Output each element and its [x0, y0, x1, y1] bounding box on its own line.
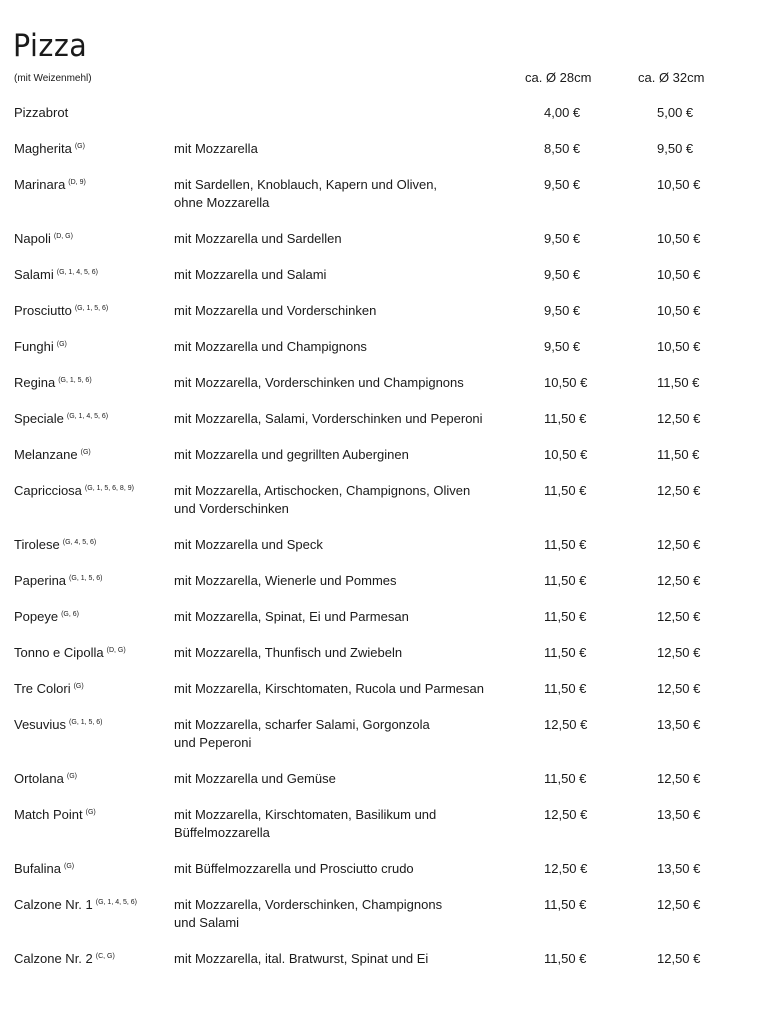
- menu-item-price-32cm: 10,50 €: [657, 177, 701, 192]
- menu-item-allergens: (G, 1, 4, 5, 6): [95, 899, 138, 906]
- menu-item-description: mit Mozzarella, Vorderschinken und Champignons: [174, 375, 464, 390]
- size-header-28cm: ca. Ø 28cm: [525, 70, 592, 85]
- menu-item-name-text: Calzone Nr. 1: [14, 897, 93, 912]
- menu-list: [0, 104, 760, 986]
- menu-item-name: [14, 374, 92, 392]
- menu-item: [0, 860, 760, 878]
- menu-item: [0, 716, 760, 752]
- page-subtitle: (mit Weizenmehl): [14, 73, 92, 84]
- menu-item-name: [14, 896, 137, 914]
- menu-item-price-32cm: 13,50 €: [657, 807, 701, 822]
- menu-item-allergens: (C, G): [95, 953, 115, 960]
- menu-item-description: mit Sardellen, Knoblauch, Kapern und Oliven, ohne Mozzarella: [174, 177, 438, 210]
- menu-item-name: [14, 410, 108, 428]
- menu-item-description: mit Mozzarella und Gemüse: [174, 771, 336, 786]
- menu-item-description: mit Mozzarella und Sardellen: [174, 231, 342, 246]
- menu-item-price-28cm: 12,50 €: [544, 717, 588, 732]
- menu-item-name: [14, 770, 77, 788]
- menu-item-name-text: Paperina: [14, 573, 67, 588]
- menu-item: [0, 140, 760, 158]
- menu-item-price-32cm: 12,50 €: [657, 609, 701, 624]
- menu-item-price-28cm: 12,50 €: [544, 807, 588, 822]
- menu-item-allergens: (G, 6): [61, 611, 79, 618]
- menu-item-allergens: (D, G): [53, 233, 73, 240]
- menu-item-price-28cm: 11,50 €: [544, 537, 587, 552]
- menu-item-price-28cm: 11,50 €: [544, 951, 587, 966]
- menu-item-name-text: Calzone Nr. 2: [14, 951, 93, 966]
- menu-item-price-32cm: 12,50 €: [657, 573, 701, 588]
- menu-item-description: mit Büffelmozzarella und Prosciutto crudo: [174, 861, 414, 876]
- menu-item-name: [14, 140, 85, 158]
- menu-item-price-32cm: 10,50 €: [657, 339, 701, 354]
- menu-item-allergens: (G, 1, 5, 6): [69, 575, 103, 582]
- menu-item-name-text: Bufalina: [14, 861, 61, 876]
- menu-item-price-28cm: 4,00 €: [544, 105, 581, 120]
- menu-item-price-32cm: 13,50 €: [657, 861, 701, 876]
- menu-item-allergens: (G): [85, 809, 96, 816]
- menu-item-price-28cm: 9,50 €: [544, 267, 581, 282]
- menu-item-allergens: (G): [63, 863, 75, 870]
- menu-item-name: [14, 338, 67, 356]
- menu-item: [0, 104, 760, 122]
- menu-item-price-28cm: 11,50 €: [544, 411, 587, 426]
- menu-item: [0, 482, 760, 518]
- menu-item-description: mit Mozzarella: [174, 141, 258, 156]
- menu-item-name: [14, 302, 108, 320]
- menu-item-allergens: (G, 1, 4, 5, 6): [56, 269, 98, 276]
- menu-item-name: [14, 608, 79, 626]
- menu-item-name-text: Speciale: [14, 411, 64, 426]
- menu-item-allergens: (G, 1, 5, 6): [69, 719, 103, 726]
- menu-item-description: mit Mozzarella, Salami, Vorderschinken und Peperoni: [174, 411, 483, 426]
- menu-item: [0, 572, 760, 590]
- menu-item-price-28cm: 11,50 €: [544, 645, 587, 660]
- menu-item-name: [14, 104, 71, 122]
- menu-item: [0, 536, 760, 554]
- menu-item-price-28cm: 11,50 €: [544, 483, 587, 498]
- menu-item-name: [14, 644, 126, 662]
- menu-item-name-text: Magherita: [14, 141, 72, 156]
- menu-item-price-32cm: 12,50 €: [657, 483, 701, 498]
- menu-item-description: mit Mozzarella, Kirschtomaten, Basilikum und Büffelmozzarella: [174, 807, 437, 840]
- menu-item-price-28cm: 8,50 €: [544, 141, 581, 156]
- menu-item-name-text: Tonno e Cipolla: [14, 645, 104, 660]
- menu-item-allergens: (G): [74, 143, 85, 150]
- menu-item: [0, 446, 760, 464]
- menu-item-allergens: (G, 1, 5, 6): [74, 305, 109, 312]
- menu-item-price-28cm: 9,50 €: [544, 177, 581, 192]
- menu-item-price-32cm: 12,50 €: [657, 411, 701, 426]
- menu-item-name-text: Napoli: [14, 231, 51, 246]
- menu-item-name-text: Capricciosa: [14, 483, 82, 498]
- menu-item-name: [14, 536, 96, 554]
- menu-item: [0, 230, 760, 248]
- menu-item-price-28cm: 11,50 €: [544, 897, 587, 912]
- menu-item: [0, 410, 760, 428]
- menu-item-price-32cm: 12,50 €: [657, 537, 701, 552]
- menu-item-price-28cm: 9,50 €: [544, 339, 581, 354]
- menu-item-name-text: Pizzabrot: [14, 105, 69, 120]
- menu-item: [0, 680, 760, 698]
- menu-item-price-28cm: 9,50 €: [544, 231, 581, 246]
- menu-item-price-32cm: 10,50 €: [657, 231, 701, 246]
- page-title: Pizza: [13, 28, 88, 64]
- menu-item: [0, 770, 760, 788]
- menu-item-price-28cm: 10,50 €: [544, 375, 588, 390]
- menu-item-name: [14, 680, 84, 698]
- menu-item-price-28cm: 10,50 €: [544, 447, 588, 462]
- menu-item-price-28cm: 11,50 €: [544, 573, 587, 588]
- menu-item-description: mit Mozzarella und Champignons: [174, 339, 367, 354]
- menu-item-price-32cm: 5,00 €: [657, 105, 694, 120]
- menu-item-price-32cm: 11,50 €: [657, 447, 700, 462]
- menu-item-name: [14, 176, 86, 194]
- menu-item-name-text: Marinara: [14, 177, 66, 192]
- menu-item-allergens: (D, G): [106, 647, 126, 654]
- menu-item-price-32cm: 11,50 €: [657, 375, 700, 390]
- menu-item-name-text: Ortolana: [14, 771, 64, 786]
- menu-item-description: mit Mozzarella, scharfer Salami, Gorgonzola und Peperoni: [174, 717, 430, 750]
- menu-item-name: [14, 860, 74, 878]
- menu-item-name-text: Funghi: [14, 339, 54, 354]
- menu-item: [0, 176, 760, 212]
- menu-item-name-text: Tre Colori: [14, 681, 71, 696]
- menu-item-name: [14, 716, 103, 734]
- menu-item-name: [14, 572, 103, 590]
- menu-item-name-text: Match Point: [14, 807, 83, 822]
- menu-item: [0, 302, 760, 320]
- menu-item-name: [14, 806, 96, 824]
- menu-item-name-text: Popeye: [14, 609, 59, 624]
- menu-item-allergens: (G): [56, 341, 67, 348]
- menu-item-price-32cm: 12,50 €: [657, 897, 701, 912]
- menu-item-price-28cm: 9,50 €: [544, 303, 581, 318]
- menu-item: [0, 374, 760, 392]
- menu-item-description: mit Mozzarella, Kirschtomaten, Rucola und Parmesan: [174, 681, 484, 696]
- menu-item-allergens: (G, 1, 5, 6, 8, 9): [84, 485, 134, 492]
- menu-item-name: [14, 482, 134, 500]
- menu-item-name: [14, 950, 115, 968]
- menu-item-price-28cm: 11,50 €: [544, 681, 587, 696]
- menu-item-description: mit Mozzarella und Salami: [174, 267, 327, 282]
- menu-item: [0, 266, 760, 284]
- menu-item-allergens: (D, 9): [68, 179, 86, 186]
- size-header-32cm: ca. Ø 32cm: [638, 70, 705, 85]
- menu-item-price-28cm: 11,50 €: [544, 771, 587, 786]
- menu-item-name: [14, 266, 98, 284]
- menu-item: [0, 338, 760, 356]
- menu-item-price-32cm: 13,50 €: [657, 717, 701, 732]
- menu-item-price-32cm: 12,50 €: [657, 771, 701, 786]
- menu-item: [0, 896, 760, 932]
- menu-item: [0, 950, 760, 968]
- menu-item-allergens: (G): [80, 449, 91, 456]
- menu-item-description: mit Mozzarella, Artischocken, Champignons, Oliven und Vorderschinken: [174, 483, 471, 516]
- menu-item-price-32cm: 12,50 €: [657, 951, 701, 966]
- menu-item: [0, 644, 760, 662]
- menu-item-name-text: Prosciutto: [14, 303, 72, 318]
- menu-item-name: [14, 446, 91, 464]
- menu-item-description: mit Mozzarella, Thunfisch und Zwiebeln: [174, 645, 403, 660]
- menu-item-price-32cm: 10,50 €: [657, 303, 701, 318]
- menu-item-price-28cm: 12,50 €: [544, 861, 588, 876]
- menu-item-description: mit Mozzarella und gegrillten Auberginen: [174, 447, 409, 462]
- menu-item-description: mit Mozzarella, Wienerle und Pommes: [174, 573, 397, 588]
- menu-item-description: mit Mozzarella, ital. Bratwurst, Spinat und Ei: [174, 951, 429, 966]
- menu-item-description: mit Mozzarella und Speck: [174, 537, 323, 552]
- menu-item-price-32cm: 10,50 €: [657, 267, 701, 282]
- menu-item-description: mit Mozzarella, Spinat, Ei und Parmesan: [174, 609, 409, 624]
- menu-item: [0, 608, 760, 626]
- menu-item-name-text: Melanzane: [14, 447, 78, 462]
- menu-item-description: mit Mozzarella, Vorderschinken, Champignons und Salami: [174, 897, 443, 930]
- menu-item-name-text: Salami: [14, 267, 54, 282]
- menu-item-allergens: (G): [66, 773, 77, 780]
- menu-item-name: [14, 230, 73, 248]
- menu-item-allergens: (G, 4, 5, 6): [62, 539, 97, 546]
- menu-item: [0, 806, 760, 842]
- menu-item-price-32cm: 12,50 €: [657, 681, 701, 696]
- menu-item-allergens: (G, 1, 4, 5, 6): [66, 413, 109, 420]
- menu-item-allergens: (G, 1, 5, 6): [58, 377, 92, 384]
- menu-item-price-28cm: 11,50 €: [544, 609, 587, 624]
- menu-item-name-text: Regina: [14, 375, 56, 390]
- menu-item-name-text: Vesuvius: [14, 717, 67, 732]
- menu-item-name-text: Tirolese: [14, 537, 60, 552]
- menu-item-price-32cm: 9,50 €: [657, 141, 694, 156]
- menu-item-price-32cm: 12,50 €: [657, 645, 701, 660]
- menu-item-description: mit Mozzarella und Vorderschinken: [174, 303, 377, 318]
- menu-item-allergens: (G): [73, 683, 84, 690]
- menu-item-description: [174, 104, 519, 122]
